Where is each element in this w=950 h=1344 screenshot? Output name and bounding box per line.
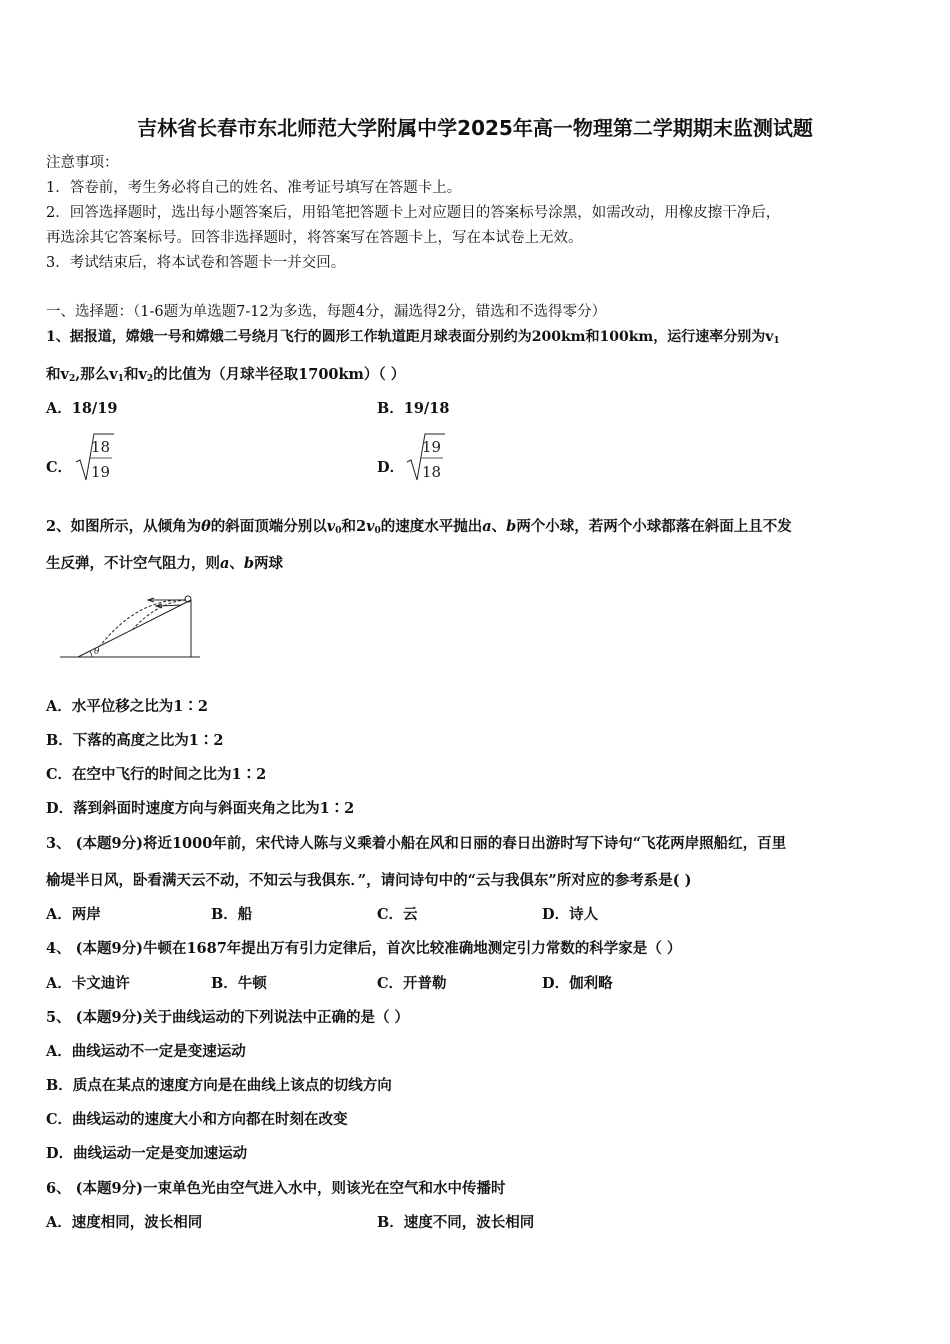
fraction-numerator: 18 bbox=[91, 438, 111, 456]
question-1-stem-cont: 和$v_2$,那么$v_1$和$v_2$的比值为（月球半径取1700km）（ ） bbox=[46, 366, 406, 384]
question-3-stem: 3、 (本题9分)将近1000年前，宋代诗人陈与义乘着小船在风和日丽的春日出游时写下诗句“飞花两岸照船红，百里 bbox=[46, 835, 787, 852]
question-6-option-b: B．速度不同，波长相同 bbox=[377, 1214, 535, 1231]
sqrt-fraction-c bbox=[72, 430, 116, 484]
question-2-option-a: A．水平位移之比为1∶2 bbox=[46, 698, 208, 715]
question-2-stem: 2、如图所示，从倾角为θ的斜面顶端分别以$v_0$和$2v_0$的速度水平抛出a、b两个小球，若两个小球都落在斜面上且不发 bbox=[46, 518, 792, 536]
section-heading: 一、选择题：（1-6题为单选题7-12为多选，每题4分，漏选得2分，错选和不选得零分） bbox=[46, 304, 607, 320]
notes-item: 3．考试结束后，将本试卷和答题卡一并交回。 bbox=[46, 255, 346, 271]
question-1-option-a: A．18/19 bbox=[46, 400, 118, 417]
page-title: 吉林省长春市东北师范大学附属中学2025年高一物理第二学期期末监测试题 bbox=[137, 116, 813, 140]
sqrt-fraction-d bbox=[403, 430, 447, 484]
question-2-option-d: D．落到斜面时速度方向与斜面夹角之比为1∶2 bbox=[46, 800, 355, 817]
question-3-option-b: B．船 bbox=[211, 906, 253, 923]
question-4-option-a: A．卡文迪许 bbox=[46, 975, 130, 992]
question-1-option-c: C． bbox=[46, 459, 73, 476]
question-5-option-d: D．曲线运动一定是变加速运动 bbox=[46, 1145, 248, 1162]
question-2-option-b: B．下落的高度之比为1∶2 bbox=[46, 732, 224, 749]
question-5-option-a: A．曲线运动不一定是变速运动 bbox=[46, 1043, 246, 1060]
question-1-option-d: D． bbox=[377, 459, 405, 476]
question-3-stem-cont: 榆堤半日风，卧看满天云不动，不知云与我俱东．”，请问诗句中的“云与我俱东”所对应的参考系是( ) bbox=[46, 872, 692, 889]
question-5-stem: 5、 (本题9分)关于曲线运动的下列说法中正确的是（ ） bbox=[46, 1009, 409, 1026]
question-2-option-c: C．在空中飞行的时间之比为1∶2 bbox=[46, 766, 267, 783]
question-6-stem: 6、 (本题9分)一束单色光由空气进入水中，则该光在空气和水中传播时 bbox=[46, 1180, 506, 1197]
incline-projectile-diagram bbox=[58, 588, 206, 662]
question-3-option-a: A．两岸 bbox=[46, 906, 101, 923]
fraction-denominator: 18 bbox=[422, 463, 442, 481]
fraction-numerator: 19 bbox=[422, 438, 442, 456]
question-3-option-d: D．诗人 bbox=[542, 906, 599, 923]
fraction-denominator: 19 bbox=[91, 463, 111, 481]
question-1-stem: 1、据报道，嫦娥一号和嫦娥二号绕月飞行的圆形工作轨道距月球表面分别约为200km和100km，运行速率分别为$v_1$ bbox=[46, 329, 780, 346]
question-3-option-c: C．云 bbox=[377, 906, 418, 923]
question-1-option-b: B．19/18 bbox=[377, 400, 450, 417]
question-4-option-b: B．牛顿 bbox=[211, 975, 267, 992]
question-6-option-a: A．速度相同，波长相同 bbox=[46, 1214, 203, 1231]
notes-item: 再选涂其它答案标号。回答非选择题时，将答案写在答题卡上，写在本试卷上无效。 bbox=[46, 230, 583, 246]
question-4-option-c: C．开普勒 bbox=[377, 975, 447, 992]
question-5-option-b: B．质点在某点的速度方向是在曲线上该点的切线方向 bbox=[46, 1077, 392, 1094]
angle-label: θ bbox=[94, 647, 100, 657]
notes-heading: 注意事项： bbox=[46, 155, 119, 171]
question-2-stem-cont: 生反弹，不计空气阻力，则a、b两球 bbox=[46, 555, 284, 572]
notes-item: 1．答卷前，考生务必将自己的姓名、准考证号填写在答题卡上。 bbox=[46, 180, 462, 196]
question-5-option-c: C．曲线运动的速度大小和方向都在时刻在改变 bbox=[46, 1111, 348, 1128]
question-4-stem: 4、 (本题9分)牛顿在1687年提出万有引力定律后，首次比较准确地测定引力常数的科学家是（ ） bbox=[46, 940, 682, 957]
notes-item: 2．回答选择题时，选出每小题答案后，用铅笔把答题卡上对应题目的答案标号涂黑，如需改动，用橡皮擦干净后， bbox=[46, 205, 781, 221]
question-4-option-d: D．伽利略 bbox=[542, 975, 613, 992]
